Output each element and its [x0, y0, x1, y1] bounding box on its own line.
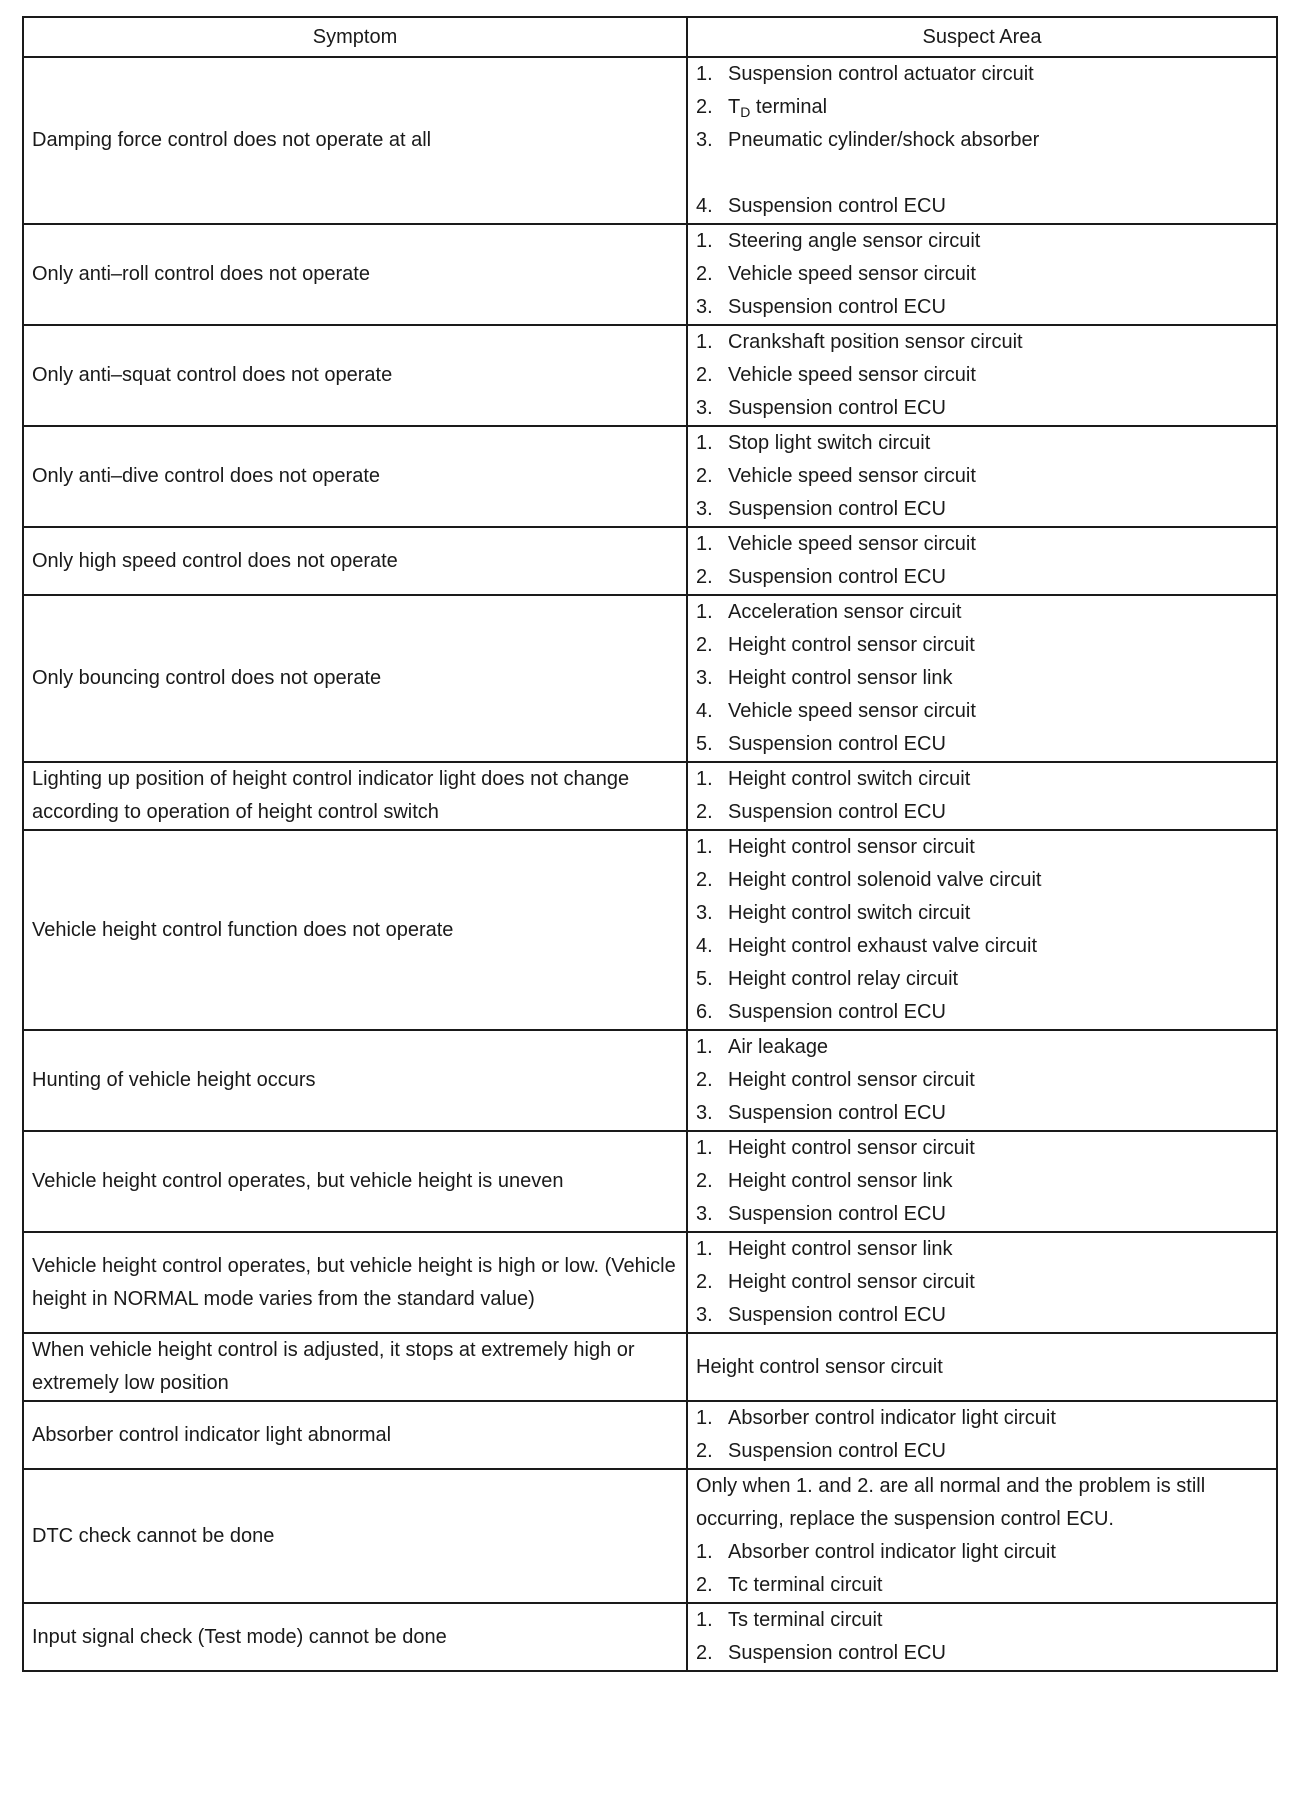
item-text: Suspension control ECU: [728, 1304, 946, 1326]
item-number: 2.: [696, 263, 713, 285]
suspect-item: [696, 1031, 1268, 1064]
item-text: Suspension control ECU: [728, 566, 946, 588]
suspect-item: [696, 493, 1268, 526]
suspect-item: [696, 326, 1268, 359]
suspect-item: [696, 796, 1268, 829]
item-number: 2.: [696, 566, 713, 588]
item-text: Height control sensor circuit: [728, 1137, 975, 1159]
table-row: [23, 830, 1277, 1030]
item-text: Suspension control ECU: [728, 1440, 946, 1462]
item-text: Vehicle speed sensor circuit: [728, 263, 976, 285]
item-text: Absorber control indicator light circuit: [728, 1541, 1056, 1563]
item-number: 3.: [696, 296, 713, 318]
item-number: 1.: [696, 432, 713, 454]
item-text: Height control sensor link: [728, 667, 953, 689]
suspect-item: [696, 427, 1268, 460]
item-text: Crankshaft position sensor circuit: [728, 331, 1023, 353]
item-text: Suspension control ECU: [728, 1102, 946, 1124]
table-row: [23, 1131, 1277, 1232]
suspect-item: [696, 1402, 1268, 1435]
item-text: Height control sensor circuit: [728, 1069, 975, 1091]
item-text: Steering angle sensor circuit: [728, 230, 981, 252]
symptom-cell: Vehicle height control operates, but vehicle height is high or low. (Vehicle height in NORMAL mode varies from the standard value): [23, 1232, 687, 1333]
item-number: 3.: [696, 397, 713, 419]
table-row: [23, 1232, 1277, 1333]
item-text: Height control switch circuit: [728, 902, 971, 924]
suspect-item: [696, 930, 1268, 963]
symptom-cell: Lighting up position of height control indicator light does not change according to operation of height control switch: [23, 762, 687, 830]
suspect-item: [696, 864, 1268, 897]
suspect-item: [696, 763, 1268, 796]
item-text: Height control exhaust valve circuit: [728, 935, 1038, 957]
item-number: 3.: [696, 667, 713, 689]
suspect-item: [696, 1132, 1268, 1165]
symptom-cell: Absorber control indicator light abnormal: [23, 1401, 687, 1469]
suspect-area-cell: [687, 1131, 1277, 1232]
symptom-cell: Input signal check (Test mode) cannot be done: [23, 1603, 687, 1671]
suspect-item: [696, 1198, 1268, 1231]
item-number: 1.: [696, 768, 713, 790]
suspect-area-cell: [687, 57, 1277, 224]
item-text: Acceleration sensor circuit: [728, 601, 962, 623]
item-number: 2.: [696, 869, 713, 891]
symptom-cell: Hunting of vehicle height occurs: [23, 1030, 687, 1131]
suspect-area-cell: [687, 1603, 1277, 1671]
symptom-cell: Only anti–squat control does not operate: [23, 325, 687, 426]
table-row: [23, 57, 1277, 224]
table-row: [23, 1603, 1277, 1671]
item-text: Height control switch circuit: [728, 768, 971, 790]
item-text: Suspension control ECU: [728, 1203, 946, 1225]
header-suspect-area: Suspect Area: [687, 17, 1277, 57]
item-text: Height control sensor link: [728, 1238, 953, 1260]
suspect-item: [696, 124, 1268, 157]
table-row: [23, 595, 1277, 762]
suspect-item: [696, 561, 1268, 594]
item-number: 1.: [696, 601, 713, 623]
item-number: 4.: [696, 195, 713, 217]
item-number: 3.: [696, 1203, 713, 1225]
header-symptom: Symptom: [23, 17, 687, 57]
suspect-area-cell: [687, 762, 1277, 830]
suspect-item: [696, 58, 1268, 91]
item-number: 1.: [696, 63, 713, 85]
item-text: Tc terminal circuit: [728, 1574, 883, 1596]
suspect-item: [696, 1604, 1268, 1637]
suspect-item: [696, 996, 1268, 1029]
header-row: [23, 17, 1277, 57]
table-row: [23, 325, 1277, 426]
suspect-item: [696, 225, 1268, 258]
item-number: 5.: [696, 968, 713, 990]
item-number: 6.: [696, 1001, 713, 1023]
item-text: Suspension control actuator circuit: [728, 63, 1034, 85]
symptom-cell: Only high speed control does not operate: [23, 527, 687, 595]
item-number: 1.: [696, 1609, 713, 1631]
item-number: 1.: [696, 836, 713, 858]
symptom-cell: DTC check cannot be done: [23, 1469, 687, 1603]
item-number: 2.: [696, 1069, 713, 1091]
item-number: 1.: [696, 1238, 713, 1260]
item-text: Height control sensor link: [728, 1170, 953, 1192]
item-number: 2.: [696, 96, 713, 118]
item-text: Vehicle speed sensor circuit: [728, 700, 976, 722]
item-number: 4.: [696, 700, 713, 722]
suspect-item: [696, 91, 1268, 124]
suspect-item: [696, 629, 1268, 662]
item-number: 2.: [696, 1642, 713, 1664]
suspect-area-cell: [687, 224, 1277, 325]
item-number: 4.: [696, 935, 713, 957]
suspect-area-cell: [687, 527, 1277, 595]
item-number: 3.: [696, 1102, 713, 1124]
item-text: Height control sensor circuit: [696, 1355, 943, 1378]
table-row: [23, 426, 1277, 527]
item-number: 2.: [696, 801, 713, 823]
suspect-item: [696, 190, 1268, 223]
item-number: 3.: [696, 1304, 713, 1326]
item-number: 3.: [696, 498, 713, 520]
symptom-cell: Only bouncing control does not operate: [23, 595, 687, 762]
item-number: 2.: [696, 1271, 713, 1293]
suspect-item: [696, 528, 1268, 561]
suspect-item: [696, 258, 1268, 291]
item-number: 1.: [696, 1137, 713, 1159]
item-text: Ts terminal circuit: [728, 1609, 883, 1631]
item-number: 3.: [696, 129, 713, 151]
item-text: Suspension control ECU: [728, 195, 946, 217]
suspect-item: [696, 291, 1268, 324]
item-number: 2.: [696, 1574, 713, 1596]
suspect-item: [696, 728, 1268, 761]
item-number: 2.: [696, 1440, 713, 1462]
item-number: 2.: [696, 364, 713, 386]
table-row: [23, 1401, 1277, 1469]
suspect-item: [696, 1064, 1268, 1097]
item-number: 1.: [696, 1541, 713, 1563]
item-text: Height control sensor circuit: [728, 836, 975, 858]
table-row: [23, 527, 1277, 595]
item-text: Height control sensor circuit: [728, 634, 975, 656]
suspect-area-cell: [687, 595, 1277, 762]
item-text: Suspension control ECU: [728, 397, 946, 419]
symptom-cell: When vehicle height control is adjusted, it stops at extremely high or extremely low position: [23, 1333, 687, 1401]
suspect-item: [696, 1435, 1268, 1468]
suspect-item: [696, 1266, 1268, 1299]
suspect-area-cell: [687, 426, 1277, 527]
blank-line: [696, 157, 1268, 190]
suspect-item: [696, 359, 1268, 392]
suspect-area-cell: [687, 325, 1277, 426]
item-text: Vehicle speed sensor circuit: [728, 533, 976, 555]
suspect-item: [696, 1097, 1268, 1130]
table-row: [23, 224, 1277, 325]
table-row: [23, 762, 1277, 830]
suspect-area-cell: [687, 1401, 1277, 1469]
suspect-item: [696, 392, 1268, 425]
suspect-area-cell: [687, 1469, 1277, 1603]
symptom-cell: Vehicle height control operates, but vehicle height is uneven: [23, 1131, 687, 1232]
suspect-item: [696, 963, 1268, 996]
document-sheet: [22, 16, 1276, 1672]
item-text: Pneumatic cylinder/shock absorber: [728, 129, 1040, 151]
item-text: Vehicle speed sensor circuit: [728, 364, 976, 386]
item-number: 5.: [696, 733, 713, 755]
item-number: 1.: [696, 533, 713, 555]
suspect-item: [696, 897, 1268, 930]
item-number: 2.: [696, 634, 713, 656]
suspect-item: [696, 1299, 1268, 1332]
item-text: Suspension control ECU: [728, 1642, 946, 1664]
symptom-cell: Only anti–dive control does not operate: [23, 426, 687, 527]
item-text: Vehicle speed sensor circuit: [728, 465, 976, 487]
item-text: terminal: [750, 96, 828, 118]
suspect-item: [696, 1351, 1268, 1384]
symptom-cell: Only anti–roll control does not operate: [23, 224, 687, 325]
item-text: Height control relay circuit: [728, 968, 959, 990]
table-header: [23, 17, 1277, 57]
suspect-item: [696, 1536, 1268, 1569]
item-number: 1.: [696, 1407, 713, 1429]
suspect-item: [696, 1165, 1268, 1198]
item-text: Stop light switch circuit: [728, 432, 931, 454]
item-text: Height control sensor circuit: [728, 1271, 975, 1293]
suspect-area-cell: [687, 1030, 1277, 1131]
item-text: Suspension control ECU: [728, 1001, 946, 1023]
suspect-item: [696, 460, 1268, 493]
item-subscript: D: [740, 104, 751, 120]
item-number: 1.: [696, 331, 713, 353]
item-text: Suspension control ECU: [728, 801, 946, 823]
table-row: [23, 1333, 1277, 1401]
item-number: 3.: [696, 902, 713, 924]
suspect-item: [696, 596, 1268, 629]
suspect-item: [696, 1569, 1268, 1602]
symptom-cell: Vehicle height control function does not operate: [23, 830, 687, 1030]
item-number: 1.: [696, 1036, 713, 1058]
suspect-note: Only when 1. and 2. are all normal and the problem is still occurring, replace the suspension control ECU.: [696, 1475, 1206, 1530]
item-number: 1.: [696, 230, 713, 252]
symptom-table: [22, 16, 1278, 1672]
table-row: [23, 1030, 1277, 1131]
item-text: Height control solenoid valve circuit: [728, 869, 1042, 891]
suspect-item: [696, 831, 1268, 864]
table-body: [23, 57, 1277, 1671]
suspect-area-cell: [687, 830, 1277, 1030]
symptom-cell: Damping force control does not operate at all: [23, 57, 687, 224]
item-number: 2.: [696, 465, 713, 487]
item-text: Suspension control ECU: [728, 733, 946, 755]
suspect-item: [696, 1637, 1268, 1670]
item-text: Suspension control ECU: [728, 498, 946, 520]
suspect-item: [696, 1233, 1268, 1266]
item-text: Absorber control indicator light circuit: [728, 1407, 1056, 1429]
suspect-item: [696, 662, 1268, 695]
item-text-prefix: T: [728, 96, 741, 118]
table-row: [23, 1469, 1277, 1603]
suspect-area-cell: [687, 1333, 1277, 1401]
item-number: 2.: [696, 1170, 713, 1192]
item-text: Air leakage: [728, 1036, 829, 1058]
item-text: Suspension control ECU: [728, 296, 946, 318]
suspect-area-cell: [687, 1232, 1277, 1333]
suspect-item: [696, 695, 1268, 728]
